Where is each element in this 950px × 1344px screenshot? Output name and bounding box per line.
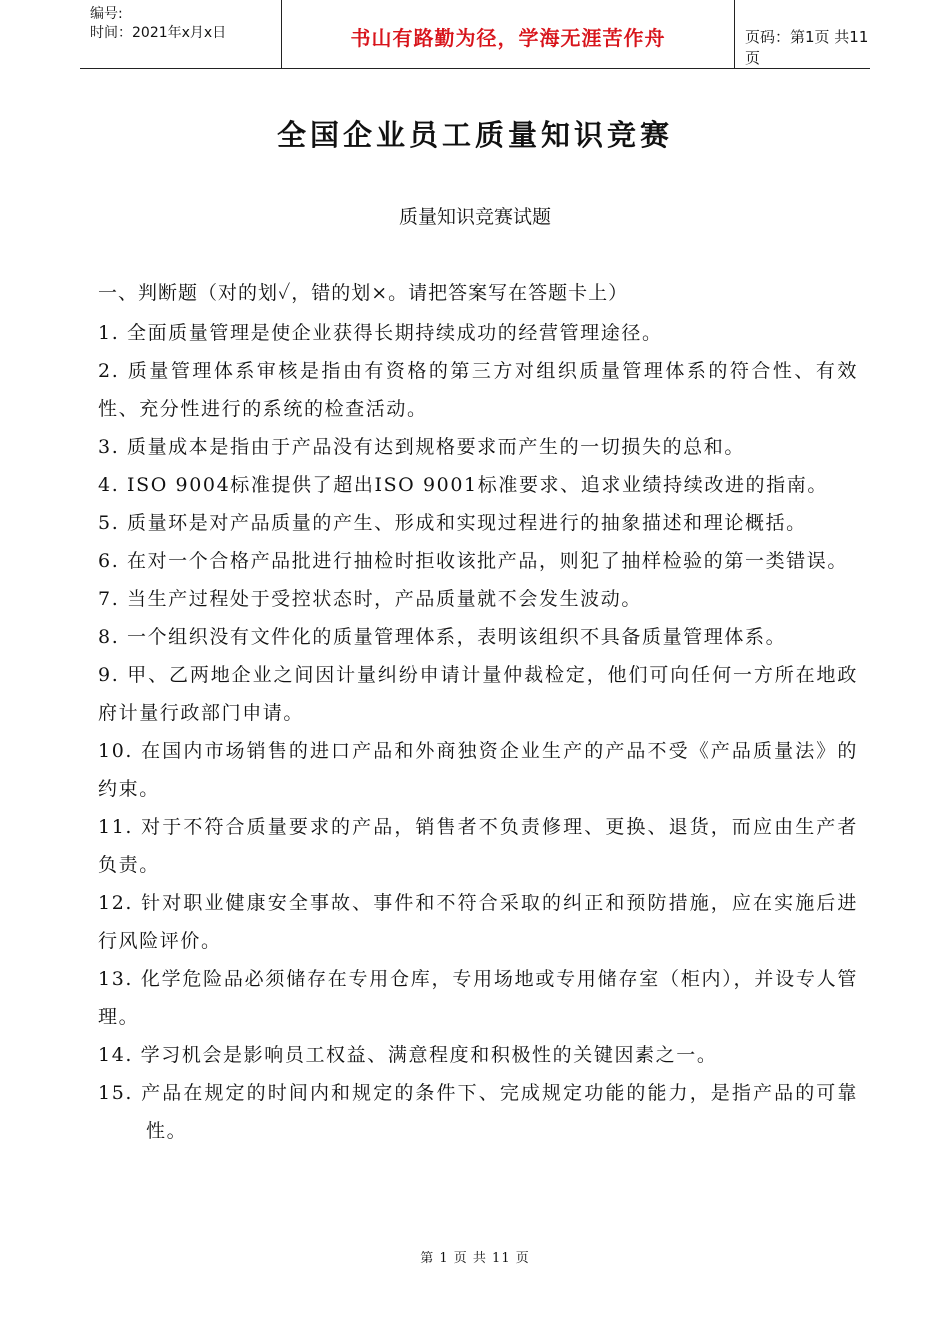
question-item: 4. ISO 9004标准提供了超出ISO 9001标准要求、追求业绩持续改进的指南。	[98, 474, 828, 496]
question-item: 14. 学习机会是影响员工权益、满意程度和积极性的关键因素之一。	[98, 1044, 718, 1066]
question-item: 12. 针对职业健康安全事故、事件和不符合采取的纠正和预防措施，应在实施后进行风险评价。	[98, 892, 858, 952]
question-item: 10. 在国内市场销售的进口产品和外商独资企业生产的产品不受《产品质量法》的约束。	[98, 740, 858, 800]
question-item: 5. 质量环是对产品质量的产生、形成和实现过程进行的抽象描述和理论概括。	[98, 512, 807, 534]
question-item: 6. 在对一个合格产品批进行抽检时拒收该批产品，则犯了抽样检验的第一类错误。	[98, 550, 848, 572]
code-label: 编号:	[90, 6, 123, 22]
question-list	[98, 314, 858, 1150]
page-info: 页码：第1页 共11页	[745, 28, 869, 67]
motto-text: 书山有路勤为径，学海无涯苦作舟	[350, 26, 666, 50]
question-item: 11. 对于不符合质量要求的产品，销售者不负责修理、更换、退货，而应由生产者负责。	[98, 816, 858, 876]
question-item: 9. 甲、乙两地企业之间因计量纠纷申请计量仲裁检定，他们可向任何一方所在地政府计量行政部门申请。	[98, 664, 858, 724]
document-subtitle: 质量知识竞赛试题	[398, 206, 551, 228]
header-meta-cell	[80, 0, 281, 68]
time-label: 时间：2021年x月x日	[90, 25, 227, 41]
page-header	[80, 0, 870, 69]
question-item: 3. 质量成本是指由于产品没有达到规格要求而产生的一切损失的总和。	[98, 436, 745, 458]
question-item: 2. 质量管理体系审核是指由有资格的第三方对组织质量管理体系的符合性、有效性、充分性进行的系统的检查活动。	[98, 360, 858, 420]
header-motto-cell	[281, 0, 735, 68]
section-heading: 一、判断题（对的划✓，错的划×。请把答案写在答题卡上）	[98, 282, 629, 304]
question-item: 15. 产品在规定的时间内和规定的条件下、完成规定功能的能力，是指产品的可靠性。	[98, 1082, 858, 1142]
question-item: 7. 当生产过程处于受控状态时，产品质量就不会发生波动。	[98, 588, 642, 610]
document-title: 全国企业员工质量知识竞赛	[276, 118, 673, 152]
question-item: 8. 一个组织没有文件化的质量管理体系，表明该组织不具备质量管理体系。	[98, 626, 787, 648]
header-page-cell	[733, 0, 870, 68]
page-footer: 第 1 页 共 11 页	[420, 1251, 530, 1266]
question-item: 13. 化学危险品必须储存在专用仓库，专用场地或专用储存室（柜内），并设专人管理。	[98, 968, 858, 1028]
question-item: 1. 全面质量管理是使企业获得长期持续成功的经营管理途径。	[98, 322, 663, 344]
